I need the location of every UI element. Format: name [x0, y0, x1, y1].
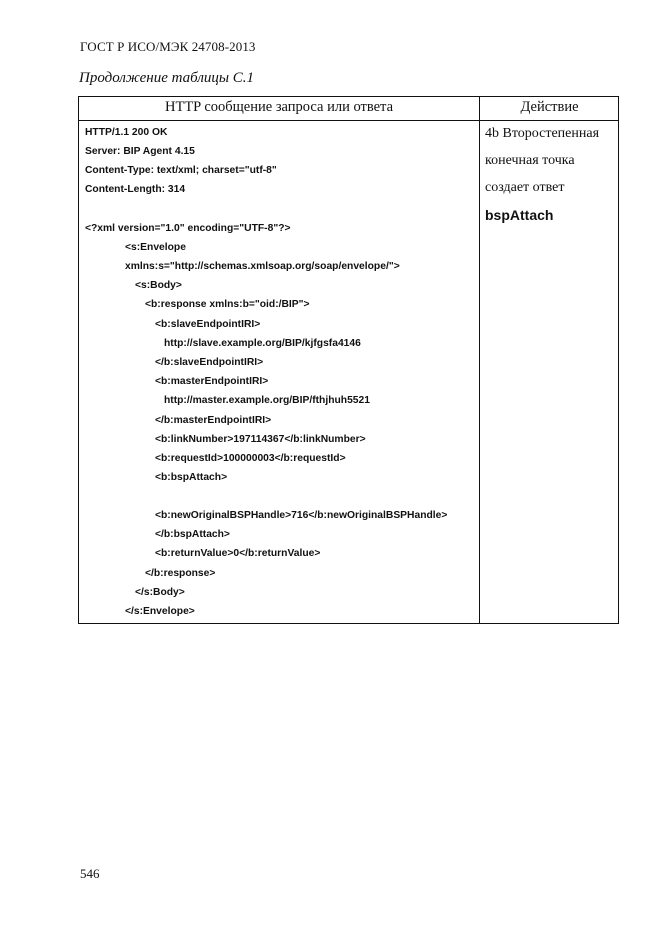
code-line: Server: BIP Agent 4.15	[85, 146, 195, 157]
header-message-column: HTTP сообщение запроса или ответа	[164, 99, 394, 115]
code-line: Content-Type: text/xml; charset="utf-8"	[85, 165, 277, 176]
code-line: <b:masterEndpointIRI>	[155, 376, 269, 387]
code-line: <b:newOriginalBSPHandle>716</b:newOriginalBSPHandle>	[155, 510, 448, 521]
code-line: <s:Body>	[135, 280, 182, 291]
code-line: <b:returnValue>0</b:returnValue>	[155, 548, 321, 559]
code-line: </s:Envelope>	[125, 606, 195, 617]
code-line: http://slave.example.org/BIP/kjfgsfa4146	[164, 338, 361, 349]
page-number: 546	[80, 866, 100, 881]
code-line: <s:Envelope	[125, 242, 186, 253]
code-line: </b:slaveEndpointIRI>	[155, 357, 264, 368]
code-line: Content-Length: 314	[85, 184, 186, 195]
table-continuation-caption: Продолжение таблицы С.1	[79, 70, 255, 86]
action-text-line: конечная точка	[485, 153, 575, 168]
code-line: HTTP/1.1 200 OK	[85, 127, 168, 138]
code-line: <?xml version="1.0" encoding="UTF-8"?>	[85, 223, 291, 234]
column-divider	[479, 97, 480, 623]
code-line: </b:response>	[145, 568, 216, 579]
header-action-column: Действие	[520, 99, 579, 115]
code-line: </b:bspAttach>	[155, 529, 230, 540]
code-line: <b:response xmlns:b="oid:/BIP">	[145, 299, 310, 310]
code-line: <b:requestId>100000003</b:requestId>	[155, 453, 346, 464]
code-line: xmlns:s="http://schemas.xmlsoap.org/soap/envelope/">	[125, 261, 400, 272]
action-text-line: 4b Второстепенная	[485, 126, 600, 141]
message-table	[78, 96, 619, 624]
code-line: </b:masterEndpointIRI>	[155, 415, 272, 426]
code-line: </s:Body>	[135, 587, 185, 598]
action-text-line: создает ответ	[485, 180, 565, 195]
code-line: <b:slaveEndpointIRI>	[155, 319, 261, 330]
action-message-name: bspAttach	[485, 207, 554, 223]
code-line: http://master.example.org/BIP/fthjhuh5521	[164, 395, 370, 406]
document-header: ГОСТ Р ИСО/МЭК 24708-2013	[80, 39, 256, 54]
header-divider	[79, 120, 618, 121]
code-line: <b:bspAttach>	[155, 472, 228, 483]
code-line: <b:linkNumber>197114367</b:linkNumber>	[155, 434, 366, 445]
